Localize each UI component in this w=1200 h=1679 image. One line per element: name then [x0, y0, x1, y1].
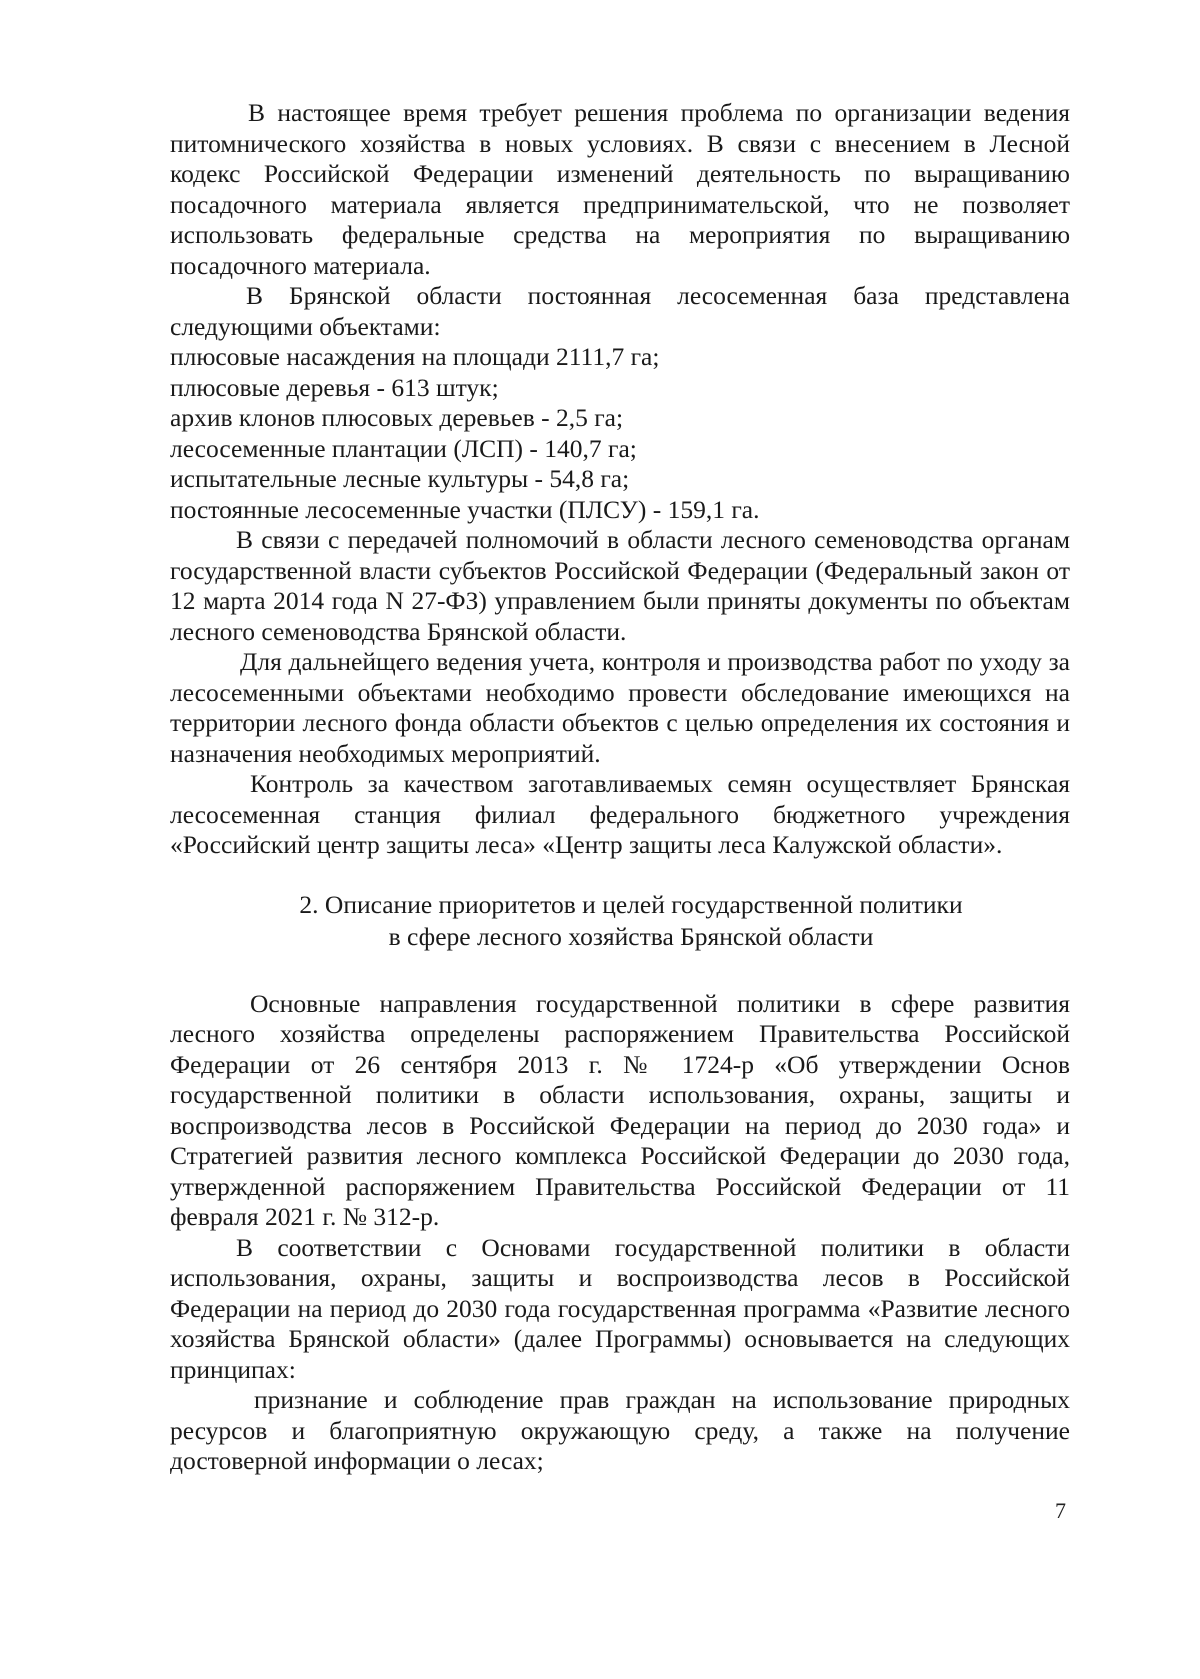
paragraph-nursery: В настоящее время требует решения проблема по организации ведения питомнического хозяйства в новых условиях. В связи с внесением в Лесной кодекс Российской Федерации изменений деятельность по выращиванию посадочного материала является предпринимательской, что не позволяет использовать федеральные средства на мероприятия по выращиванию посадочного материала.	[170, 98, 1070, 280]
paragraph-seed-base: В Брянской области постоянная лесосеменная база представлена следующими объектами:	[170, 281, 1070, 341]
paragraph-quality-control: Контроль за качеством заготавливаемых семян осуществляет Брянская лесосеменная станция филиал федерального бюджетного учреждения «Российский центр защиты леса» «Центр защиты леса Калужской области».	[170, 769, 1070, 859]
paragraph-program-principles: В соответствии с Основами государственной политики в области использования, охраны, защиты и воспроизводства лесов в Российской Федерации на период до 2030 года государственная программа «Развитие лесного хозяйства Брянской области» (далее Программы) основывается на следующих принципах:	[170, 1232, 1070, 1384]
document-body	[170, 98, 1070, 1477]
section-heading-line1: 2. Описание приоритетов и целей государственной политики	[299, 889, 963, 919]
list-item: постоянные лесосеменные участки (ПЛСУ) - 159,1 га.	[170, 494, 760, 524]
page-number: 7	[1055, 1498, 1066, 1523]
seed-objects-list	[170, 342, 1070, 525]
list-item: испытательные лесные культуры - 54,8 га;	[170, 464, 630, 493]
paragraph-authority-transfer: В связи с передачей полномочий в области лесного семеноводства органам государственной власти субъектов Российской Федерации (Федеральный закон от 12 марта 2014 года N 27-ФЗ) управлением были приняты документы по объектам лесного семеноводства Брянской области.	[170, 525, 1070, 646]
list-item: плюсовые деревья - 613 штук;	[170, 372, 499, 402]
section-heading	[170, 889, 1070, 953]
paragraph-citizen-rights: признание и соблюдение прав граждан на использование природных ресурсов и благоприятную окружающую среду, а также на получение достоверной информации о лесах;	[170, 1385, 1070, 1475]
paragraph-survey: Для дальнейщего ведения учета, контроля и производства работ по уходу за лесосеменными объектами необходимо провести обследование имеющихся на территории лесного фонда области объектов с целью определения их состояния и назначения необходимых мероприятий.	[170, 647, 1070, 768]
section-heading-line2: в сфере лесного хозяйства Брянской области	[388, 921, 874, 951]
list-item: архив клонов плюсовых деревьев - 2,5 га;	[170, 403, 624, 432]
paragraph-policy-directions: Основные направления государственной политики в сфере развития лесного хозяйства определены распоряжением Правительства Российской Федерации от 26 сентября 2013 г. № 1724-р «Об утверждении Основ государственной политики в области использования, охраны, защиты и воспроизводства лесов в Российской Федерации на период до 2030 года» и Стратегией развития лесного комплекса Российской Федерации до 2030 года, утвержденной распоряжением Правительства Российской Федерации от 11 февраля 2021 г. № 312-р.	[170, 988, 1070, 1231]
list-item: плюсовые насаждения на площади 2111,7 га;	[170, 342, 660, 371]
list-item: лесосеменные плантации (ЛСП) - 140,7 га;	[170, 433, 637, 463]
